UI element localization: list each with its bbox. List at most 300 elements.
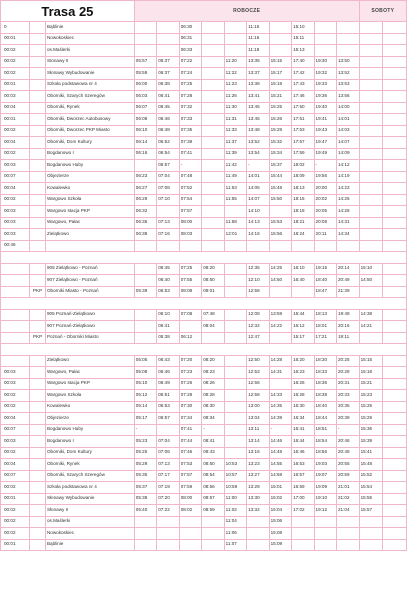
departure-time-cell: 18:13 [314,309,336,321]
departure-time-cell: 13:41 [247,91,269,103]
departure-time-cell: 14:31 [337,217,360,229]
departure-time-cell [202,240,224,252]
departure-time-cell: 15:04 [269,505,291,517]
stop-name-cell: Poznań - Oborniki Miasto [45,332,134,344]
departure-time-cell: 08:03 [179,229,201,241]
time-diff-cell [1,332,30,344]
empty-cell [383,79,407,91]
timetable-row [1,378,407,390]
departure-time-cell: 14:31 [269,367,291,379]
stop-name-cell: Stonawy II [45,56,134,68]
empty-cell [383,447,407,459]
departure-time-cell [202,194,224,206]
departure-time-cell [157,206,179,218]
timetable-row [1,68,407,80]
departure-time-cell: 05:40 [134,505,156,517]
pkp-cell [30,436,46,448]
section-separator [1,298,407,310]
departure-time-cell [359,148,383,160]
departure-time-cell: 06:46 [157,367,179,379]
time-diff-cell: 00:02 [1,45,30,57]
departure-time-cell: 15:44 [292,309,314,321]
departure-time-cell: 07:28 [179,390,201,402]
departure-time-cell: 06:27 [134,183,156,195]
time-diff-cell: 00:04 [1,102,30,114]
departure-time-cell [224,22,246,34]
departure-time-cell: 17:53 [292,125,314,137]
departure-time-cell: 20:02 [314,194,336,206]
departure-time-cell [202,148,224,160]
departure-time-cell [134,33,156,45]
departure-time-cell [202,102,224,114]
stop-name-cell: Objezierze [45,413,134,425]
timetable-row [1,505,407,517]
departure-time-cell: 18:40 [314,401,336,413]
departure-time-cell [269,33,291,45]
departure-time-cell [359,516,383,528]
departure-time-cell [157,22,179,34]
departure-time-cell: 12:53 [247,367,269,379]
departure-time-cell: 20:11 [314,229,336,241]
pkp-cell [30,528,46,540]
departure-time-cell [247,240,269,252]
departure-time-cell [224,321,246,333]
departure-time-cell: 13:11 [247,424,269,436]
departure-time-cell [202,68,224,80]
departure-time-cell: 15:18 [359,367,383,379]
departure-time-cell [202,206,224,218]
departure-time-cell [247,528,269,540]
pkp-cell [30,22,46,34]
departure-time-cell: 17:42 [292,68,314,80]
route-title: Trasa 25 [1,1,135,22]
departure-time-cell [359,33,383,45]
departure-time-cell: 19:30 [314,56,336,68]
departure-time-cell: 19:47 [314,137,336,149]
departure-time-cell: 13:52 [337,68,360,80]
departure-time-cell: 13:04 [247,413,269,425]
departure-time-cell: 06:38 [157,79,179,91]
departure-time-cell: 06:45 [157,102,179,114]
departure-time-cell: 14:07 [247,194,269,206]
stop-name-cell: Bogdanowo Huby [45,160,134,172]
departure-time-cell [202,332,224,344]
departure-time-cell: 13:29 [247,482,269,494]
departure-time-cell: 07:35 [179,125,201,137]
time-diff-cell: 00:07 [1,424,30,436]
stop-name-cell: Szkoła podstawowa nr 4 [45,79,134,91]
pkp-cell [30,401,46,413]
departure-time-cell: 18:02 [292,160,314,172]
departure-time-cell: 19:41 [314,114,336,126]
departure-time-cell [134,160,156,172]
departure-time-cell [337,22,360,34]
departure-time-cell: 11:31 [224,114,246,126]
departure-time-cell [359,137,383,149]
pkp-cell [30,390,46,402]
departure-time-cell: 14:09 [337,148,360,160]
time-diff-cell [1,275,30,287]
departure-time-cell: 11:20 [224,56,246,68]
pkp-cell [30,321,46,333]
departure-time-cell [157,528,179,540]
departure-time-cell: 08:56 [202,482,224,494]
departure-time-cell: 20:33 [337,390,360,402]
time-diff-cell: 00:02 [1,56,30,68]
empty-cell [383,33,407,45]
departure-time-cell [224,33,246,45]
departure-time-cell [224,355,246,367]
timetable-row [1,160,407,172]
empty-cell [383,45,407,57]
departure-time-cell: 12:10 [247,275,269,287]
departure-time-cell: 13:16 [247,447,269,459]
departure-time-cell [337,240,360,252]
timetable-row [1,206,407,218]
timetable-row [1,367,407,379]
departure-time-cell: 11:37 [224,137,246,149]
timetable-row [1,183,407,195]
departure-time-cell: 11:30 [224,102,246,114]
time-diff-cell: 00:02 [1,401,30,413]
departure-time-cell: 05:35 [134,470,156,482]
departure-time-cell: 17:57 [292,137,314,149]
empty-cell [383,401,407,413]
pkp-cell [30,367,46,379]
departure-time-cell: 05:12 [134,390,156,402]
pkp-cell [30,125,46,137]
timetable-row [1,309,407,321]
timetable-row [1,137,407,149]
departure-time-cell [157,33,179,45]
pkp-cell [30,194,46,206]
departure-time-cell: 07:32 [179,102,201,114]
departure-time-cell: 07:48 [202,309,224,321]
departure-time-cell: 11:18 [247,45,269,57]
departure-time-cell: 07:17 [157,470,179,482]
departure-time-cell: 19:49 [314,148,336,160]
departure-time-cell [269,378,291,390]
departure-time-cell: 16:44 [292,436,314,448]
departure-time-cell: 07:55 [179,275,201,287]
departure-time-cell: 15:02 [269,493,291,505]
departure-time-cell: 19:32 [314,68,336,80]
departure-time-cell: - [337,424,360,436]
departure-time-cell: 06:29 [134,194,156,206]
timetable-row [1,482,407,494]
departure-time-cell [247,539,269,551]
empty-cell [383,355,407,367]
time-diff-cell [1,355,30,367]
departure-time-cell [202,160,224,172]
departure-time-cell: 20:46 [337,436,360,448]
empty-cell [383,539,407,551]
departure-time-cell [179,321,201,333]
departure-time-cell: 17:59 [292,148,314,160]
departure-time-cell: 14:00 [337,102,360,114]
departure-time-cell: 06:45 [157,263,179,275]
departure-time-cell: 20:59 [337,470,360,482]
departure-time-cell: 16:59 [292,482,314,494]
departure-time-cell: 15:32 [269,137,291,149]
departure-time-cell: 06:54 [157,148,179,160]
departure-time-cell [134,528,156,540]
departure-time-cell: 15:21 [359,378,383,390]
timetable-row [1,275,407,287]
stop-name-cell: 907 Poznań-Zielątkowo [45,321,134,333]
departure-time-cell [337,539,360,551]
time-diff-cell: 00:07 [1,470,30,482]
separator-cell [1,252,407,264]
pkp-cell [30,447,46,459]
departure-time-cell [157,539,179,551]
departure-time-cell: 21:02 [337,493,360,505]
departure-time-cell: 18:01 [314,321,336,333]
departure-time-cell: 06:41 [157,321,179,333]
time-diff-cell [1,286,30,298]
departure-time-cell: 07:57 [179,470,201,482]
empty-cell [383,332,407,344]
departure-time-cell [359,125,383,137]
empty-cell [383,137,407,149]
departure-time-cell: 14:05 [247,183,269,195]
departure-time-cell: 11:04 [224,516,246,528]
departure-time-cell: 11:49 [224,171,246,183]
departure-time-cell: 20:28 [337,367,360,379]
departure-time-cell: 06:35 [134,217,156,229]
departure-time-cell: 11:55 [224,194,246,206]
departure-time-cell [224,332,246,344]
departure-time-cell [314,22,336,34]
departure-time-cell: 17:50 [292,102,314,114]
time-diff-cell: 00:01 [1,539,30,551]
departure-time-cell: 13:32 [247,505,269,517]
pkp-cell [30,516,46,528]
departure-time-cell [179,539,201,551]
timetable-row [1,424,407,436]
departure-time-cell: 13:54 [247,148,269,160]
departure-time-cell: 11:58 [224,217,246,229]
departure-time-cell: 19:56 [314,171,336,183]
stop-name-cell: Wargowo stacja PKP [45,206,134,218]
departure-time-cell [134,332,156,344]
time-diff-cell: 00:03 [1,367,30,379]
departure-time-cell [359,528,383,540]
pkp-cell [30,137,46,149]
departure-time-cell: 08:50 [202,275,224,287]
timetable-row [1,413,407,425]
departure-time-cell: 14:28 [269,355,291,367]
departure-time-cell: 06:43 [157,355,179,367]
departure-time-cell: 07:30 [179,401,201,413]
departure-time-cell: 12:56 [247,378,269,390]
departure-time-cell: 18:38 [314,390,336,402]
time-diff-cell: 00:03 [1,229,30,241]
departure-time-cell: 13:27 [247,470,269,482]
departure-time-cell: 06:41 [157,91,179,103]
timetable-row [1,539,407,551]
departure-time-cell: 06:37 [157,56,179,68]
departure-time-cell: 15:10 [292,22,314,34]
stop-name-cell: Oborniki, Rynek [45,102,134,114]
header-row [1,1,407,22]
departure-time-cell [269,22,291,34]
departure-time-cell: 07:54 [179,194,201,206]
timetable-row [1,114,407,126]
time-diff-cell: 00:02 [1,125,30,137]
departure-time-cell: 07:10 [157,194,179,206]
departure-time-cell [359,539,383,551]
departure-time-cell: 07:04 [157,171,179,183]
departure-time-cell: 20:31 [337,378,360,390]
departure-time-cell: 12:58 [247,286,269,298]
departure-time-cell [202,56,224,68]
empty-cell [383,482,407,494]
stop-name-cell: Objezierze [45,171,134,183]
empty-cell [383,148,407,160]
departure-time-cell: 08:28 [202,390,224,402]
departure-time-cell [179,516,201,528]
pkp-cell [30,171,46,183]
departure-time-cell: 15:08 [269,528,291,540]
departure-time-cell: 15:25 [269,102,291,114]
empty-cell [383,470,407,482]
departure-time-cell: 15:21 [269,91,291,103]
pkp-cell [30,68,46,80]
departure-time-cell: 11:07 [224,539,246,551]
departure-time-cell: 20:49 [337,275,360,287]
empty-cell [383,68,407,80]
departure-time-cell [157,240,179,252]
departure-time-cell: 14:01 [247,171,269,183]
pkp-cell [30,79,46,91]
stop-name-cell: Bogdanowo Huby [45,424,134,436]
time-diff-cell [1,309,30,321]
timetable-row [1,436,407,448]
departure-time-cell: 15:18 [269,79,291,91]
departure-time-cell: 15:44 [269,171,291,183]
departure-time-cell [179,528,201,540]
departure-time-cell: 18:24 [292,229,314,241]
pkp-cell [30,470,46,482]
departure-time-cell: 11:06 [224,528,246,540]
departure-time-cell: 08:26 [202,378,224,390]
departure-time-cell: 07:13 [157,217,179,229]
empty-cell [383,91,407,103]
timetable-row [1,528,407,540]
departure-time-cell: 16:26 [292,378,314,390]
departure-time-cell [337,45,360,57]
pkp-cell [30,413,46,425]
time-diff-cell: 00:03 [1,378,30,390]
departure-time-cell: 07:53 [179,459,201,471]
departure-time-cell: 13:52 [247,137,269,149]
stop-name-cell: 905 Zielątkowo - Poznań [45,263,134,275]
departure-time-cell: 06:57 [157,160,179,172]
pkp-cell [30,183,46,195]
time-diff-cell [1,263,30,275]
departure-time-cell: 20:35 [337,401,360,413]
departure-time-cell [359,79,383,91]
time-diff-cell: 00:03 [1,160,30,172]
departure-time-cell [134,321,156,333]
departure-time-cell: 15:23 [359,390,383,402]
departure-time-cell [202,114,224,126]
departure-time-cell: 15:01 [269,482,291,494]
departure-time-cell [224,413,246,425]
departure-time-cell: 05:08 [134,367,156,379]
departure-time-cell: 17:46 [292,91,314,103]
departure-time-cell: 12:58 [247,390,269,402]
departure-time-cell: 05:37 [134,482,156,494]
stop-name-cell: Bąblinie [45,539,134,551]
time-diff-cell: 00:01 [1,493,30,505]
departure-time-cell: 16:34 [292,413,314,425]
departure-time-cell: 14:35 [269,401,291,413]
empty-cell [383,229,407,241]
departure-time-cell: 09:01 [202,286,224,298]
timetable-row [1,194,407,206]
departure-time-cell: 15:29 [359,413,383,425]
separator-cell [1,344,407,356]
stop-name-cell: 907 Zielątkowo - Poznań [45,275,134,287]
departure-time-cell: 14:21 [359,321,383,333]
departure-time-cell [314,528,336,540]
departure-time-cell: 07:25 [179,79,201,91]
departure-time-cell [224,436,246,448]
departure-time-cell: 14:55 [269,459,291,471]
departure-time-cell [202,22,224,34]
departure-time-cell: 06:31 [179,33,201,45]
pkp-cell [30,229,46,241]
departure-time-cell: 07:06 [157,447,179,459]
empty-cell [383,436,407,448]
departure-time-cell: 06:48 [157,125,179,137]
departure-time-cell [202,171,224,183]
time-diff-cell: 00:02 [1,516,30,528]
departure-time-cell: 11:16 [247,33,269,45]
departure-time-cell [359,194,383,206]
departure-time-cell [202,79,224,91]
departure-time-cell: 13:23 [247,459,269,471]
departure-time-cell: 14:19 [337,171,360,183]
departure-time-cell: 06:10 [134,125,156,137]
empty-cell [383,194,407,206]
departure-time-cell: 08:04 [202,321,224,333]
empty-cell [383,505,407,517]
departure-time-cell: 06:32 [134,206,156,218]
departure-time-cell: 13:59 [269,309,291,321]
empty-cell [383,516,407,528]
empty-cell [383,125,407,137]
departure-time-cell: 07:04 [157,436,179,448]
empty-cell [383,240,407,252]
time-diff-cell: 00:04 [1,137,30,149]
empty-cell [383,56,407,68]
departure-time-cell: 15:41 [359,447,383,459]
departure-time-cell: 14:33 [269,390,291,402]
departure-time-cell [337,33,360,45]
departure-time-cell: 15:13 [292,45,314,57]
stop-name-cell: Oborniki, Dworzec Autobusowy [45,114,134,126]
time-diff-cell: 00:02 [1,390,30,402]
departure-time-cell: 06:40 [157,275,179,287]
departure-time-cell [224,240,246,252]
departure-time-cell: 15:37 [269,160,291,172]
departure-time-cell: 16:20 [292,355,314,367]
departure-time-cell [314,516,336,528]
departure-time-cell: 15:39 [359,436,383,448]
